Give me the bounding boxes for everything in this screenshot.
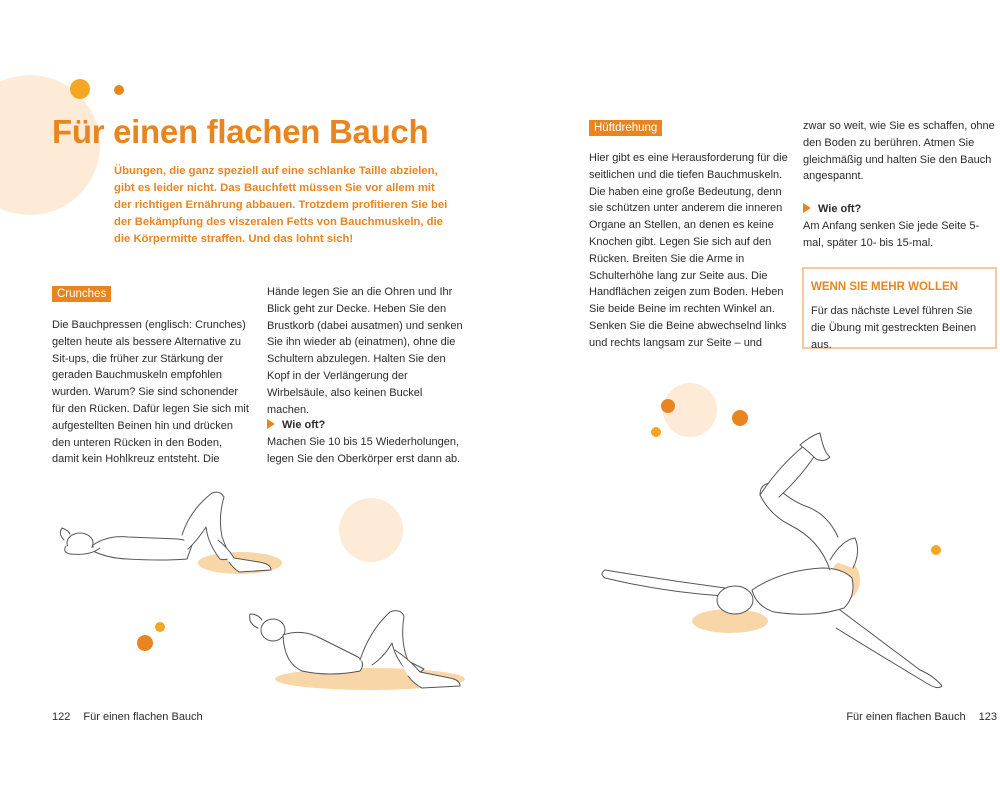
deco-dot-orange xyxy=(70,79,90,99)
deco-dot-right-1 xyxy=(661,399,675,413)
how-often-label-right: Wie oft? xyxy=(818,203,862,215)
tip-box xyxy=(802,267,997,349)
hip-twist-figure xyxy=(602,433,942,688)
tip-box-title: WENN SIE MEHR WOLLEN xyxy=(811,281,958,293)
running-title-right: Für einen flachen Bauch xyxy=(846,711,966,723)
how-often-text: Machen Sie 10 bis 15 Wiederholungen, legen Sie den Oberkörper erst dann ab. xyxy=(267,435,461,465)
hip-text-col2: zwar so weit, wie Sie es schaffen, ohne den Boden zu berühren. Atmen Sie gleichmäßig und halten Sie den Bauch angespannt. xyxy=(803,120,995,183)
how-often-label: Wie oft? xyxy=(282,419,326,431)
page-number-right: 123 xyxy=(978,711,997,723)
deco-dot-right-3 xyxy=(732,410,748,426)
crunch-figure-lying xyxy=(60,492,271,572)
footer-left xyxy=(52,711,203,723)
how-often-text-right: Am Anfang senken Sie jede Seite 5-mal, später 10- bis 15-mal. xyxy=(803,219,980,249)
running-title-left: Für einen flachen Bauch xyxy=(83,711,203,723)
page-number-left: 122 xyxy=(52,711,71,723)
deco-dot-red xyxy=(137,635,153,651)
intro-paragraph: Übungen, die ganz speziell auf eine schlanke Taille abzielen, gibt es leider nicht. Das Bauchfett müssen Sie vor allem mit der richtigen Ernährung abbauen. Trotzdem profitieren Sie bei der Bekämpfung des viszeralen Fetts von Bauchmuskeln, die die Körpermitte straffen. Und das lohnt sich! xyxy=(114,165,448,245)
how-often-crunches xyxy=(267,417,467,467)
deco-dot-right-2 xyxy=(651,427,661,437)
tip-box-text: Für das nächste Level führen Sie die Übung mit gestreckten Beinen aus. xyxy=(811,305,977,351)
hip-text-col1: Hier gibt es eine Herausforderung für die seitlichen und die tiefen Bauchmuskeln. Die haben eine große Bedeutung, denn sie schützen unter anderem die inneren Organe an Stellen, an denen es keine Knochen gibt. Legen Sie sich auf den Rücken. Breiten Sie die Arme in Schulterhöhe lang zur Seite aus. Die Handflächen zeigen zum Boden. Heben Sie beide Beine im rechten Winkel an. Senken Sie die Beine abwechselnd links und rechts langsam zur Seite – und xyxy=(589,152,788,349)
deco-dot-small xyxy=(114,85,124,95)
footer-right xyxy=(846,711,997,723)
section-tag-hueftdrehung: Hüftdrehung xyxy=(589,120,662,136)
deco-dot-yellow xyxy=(155,622,165,632)
deco-circle-mid xyxy=(339,498,403,562)
deco-dot-right-4 xyxy=(931,545,941,555)
triangle-icon xyxy=(267,419,275,429)
section-tag-crunches: Crunches xyxy=(52,286,111,302)
how-often-heading xyxy=(267,417,467,434)
page-title: Für einen flachen Bauch xyxy=(52,113,429,150)
crunches-text-col1: Die Bauchpressen (englisch: Crunches) gelten heute als bessere Alternative zu Sit-ups, die früher zur Stärkung der geraden Bauchmuskeln empfohlen wurden. Warum? Sie sind schonender für den Rücken. Dafür legen Sie sich mit aufgestellten Beinen hin und drücken den unteren Rücken in den Boden, damit kein Hohlkreuz entsteht. Die xyxy=(52,319,249,466)
how-often-heading-right xyxy=(803,201,998,218)
how-often-hip xyxy=(803,201,998,251)
triangle-icon xyxy=(803,203,811,213)
crunches-text-col2: Hände legen Sie an die Ohren und Ihr Blick geht zur Decke. Heben Sie den Brustkorb (dabei ausatmen) und senken Sie ihn wieder ab (einatmen), ohne die Schultern abzulegen. Halten Sie den Kopf in der Verlängerung der Wirbelsäule, also keinen Buckel machen. xyxy=(267,286,463,416)
